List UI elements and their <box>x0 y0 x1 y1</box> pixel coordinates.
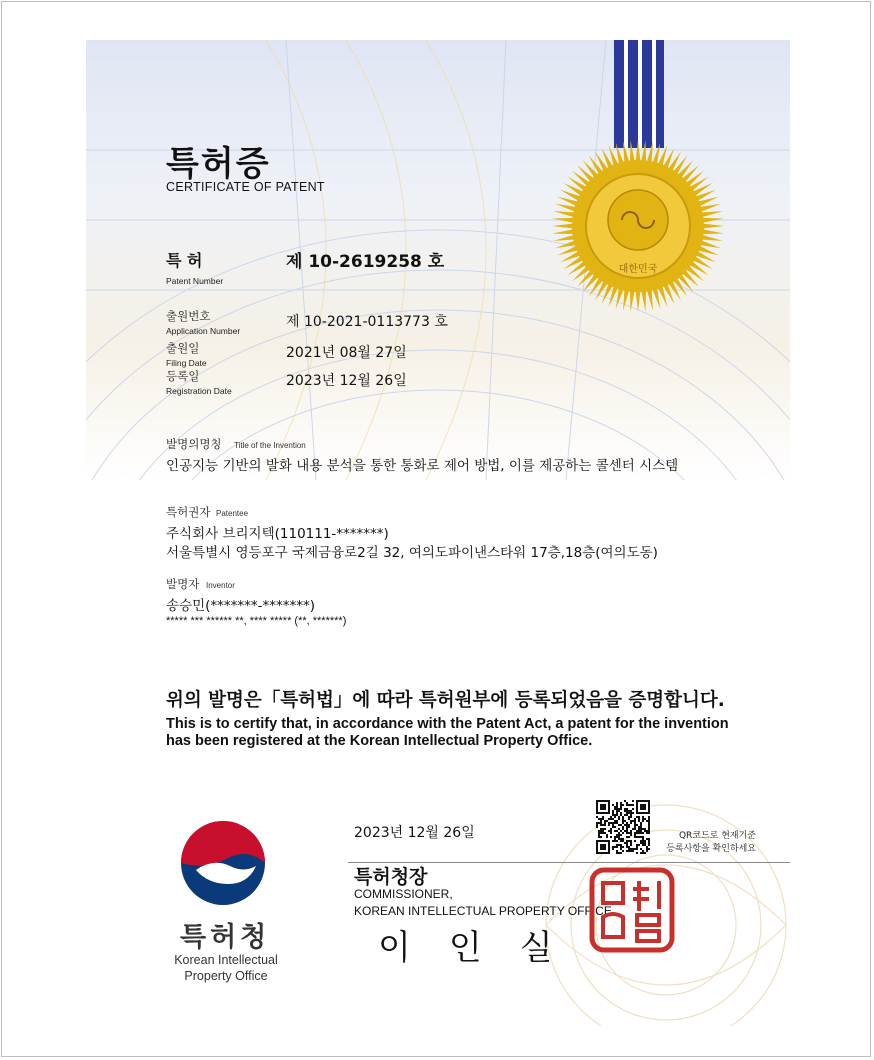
commissioner-title-en2: KOREAN INTELLECTUAL PROPERTY OFFICE <box>354 904 612 918</box>
patentee-name: 주식회사 브리지텍(110111-*******) <box>166 526 389 542</box>
inventor-name: 송승민(*******-*******) <box>166 598 316 614</box>
registration-label: 등록일 <box>166 369 200 383</box>
qr-code[interactable] <box>596 800 650 854</box>
inventor-address: ***** *** ****** **, **** ***** (**, *******) <box>166 615 347 627</box>
issue-date: 2023년 12월 26일 <box>354 825 475 841</box>
patentee-address: 서울특별시 영등포구 국제금융로2길 32, 여의도파이낸스타워 17층,18층(여의도동) <box>166 545 658 561</box>
inventor-label: 발명자 <box>166 577 200 591</box>
declaration-korean: 위의 발명은「특허법」에 따라 특허원부에 등록되었음을 증명합니다. <box>166 690 725 711</box>
patent-number: 제 10-2619258 호 <box>286 252 445 272</box>
qr-note-line2: 등록사항을 확인하세요 <box>666 844 756 854</box>
declaration-english-line2: has been registered at the Korean Intellectual Property Office. <box>166 733 593 749</box>
qr-note <box>646 830 756 856</box>
kipo-name-en2: Property Office <box>184 969 268 983</box>
filing-label: 출원일 <box>166 341 200 355</box>
commissioner-signature: 이인실 <box>378 928 591 968</box>
filing-date: 2021년 08월 27일 <box>286 345 407 361</box>
declaration-english-line1: This is to certify that, in accordance with the Patent Act, a patent for the invention <box>166 716 729 732</box>
gold-seal-emblem <box>550 138 726 314</box>
patent-label-en: Patent Number <box>166 276 224 286</box>
patent-label: 특 허 <box>166 251 203 270</box>
registration-date: 2023년 12월 26일 <box>286 373 407 389</box>
application-label-en: Application Number <box>166 326 241 336</box>
certificate-title: 특허증 <box>166 144 271 184</box>
qr-note-line1: QR코드로 현재기준 <box>678 831 756 841</box>
application-label: 출원번호 <box>166 309 211 323</box>
filing-label-en: Filing Date <box>166 358 207 368</box>
red-official-stamp <box>589 867 675 953</box>
invention-label-en: Title of the Invention <box>234 441 306 450</box>
commissioner-title-en1: COMMISSIONER, <box>354 887 453 901</box>
application-number: 제 10-2021-0113773 호 <box>286 314 448 330</box>
seal-text: 대한민국 <box>618 264 658 275</box>
commissioner-title-ko: 특허청장 <box>354 866 428 888</box>
invention-label: 발명의명칭 <box>166 437 222 451</box>
certificate-subtitle: CERTIFICATE OF PATENT <box>166 180 325 194</box>
patentee-label-en: Patentee <box>216 509 249 518</box>
certificate <box>86 40 790 1026</box>
patentee-label: 특허권자 <box>166 505 211 519</box>
kipo-name-en1: Korean Intellectual <box>174 953 278 967</box>
registration-label-en: Registration Date <box>166 386 232 396</box>
inventor-label-en: Inventor <box>206 581 235 590</box>
invention-title: 인공지능 기반의 발화 내용 분석을 통한 통화로 제어 방법, 이를 제공하는 콜센터 시스템 <box>166 458 679 474</box>
kipo-logo-icon <box>178 818 268 908</box>
kipo-name-ko: 특허청 <box>180 922 271 953</box>
medal-ribbon <box>614 40 664 148</box>
